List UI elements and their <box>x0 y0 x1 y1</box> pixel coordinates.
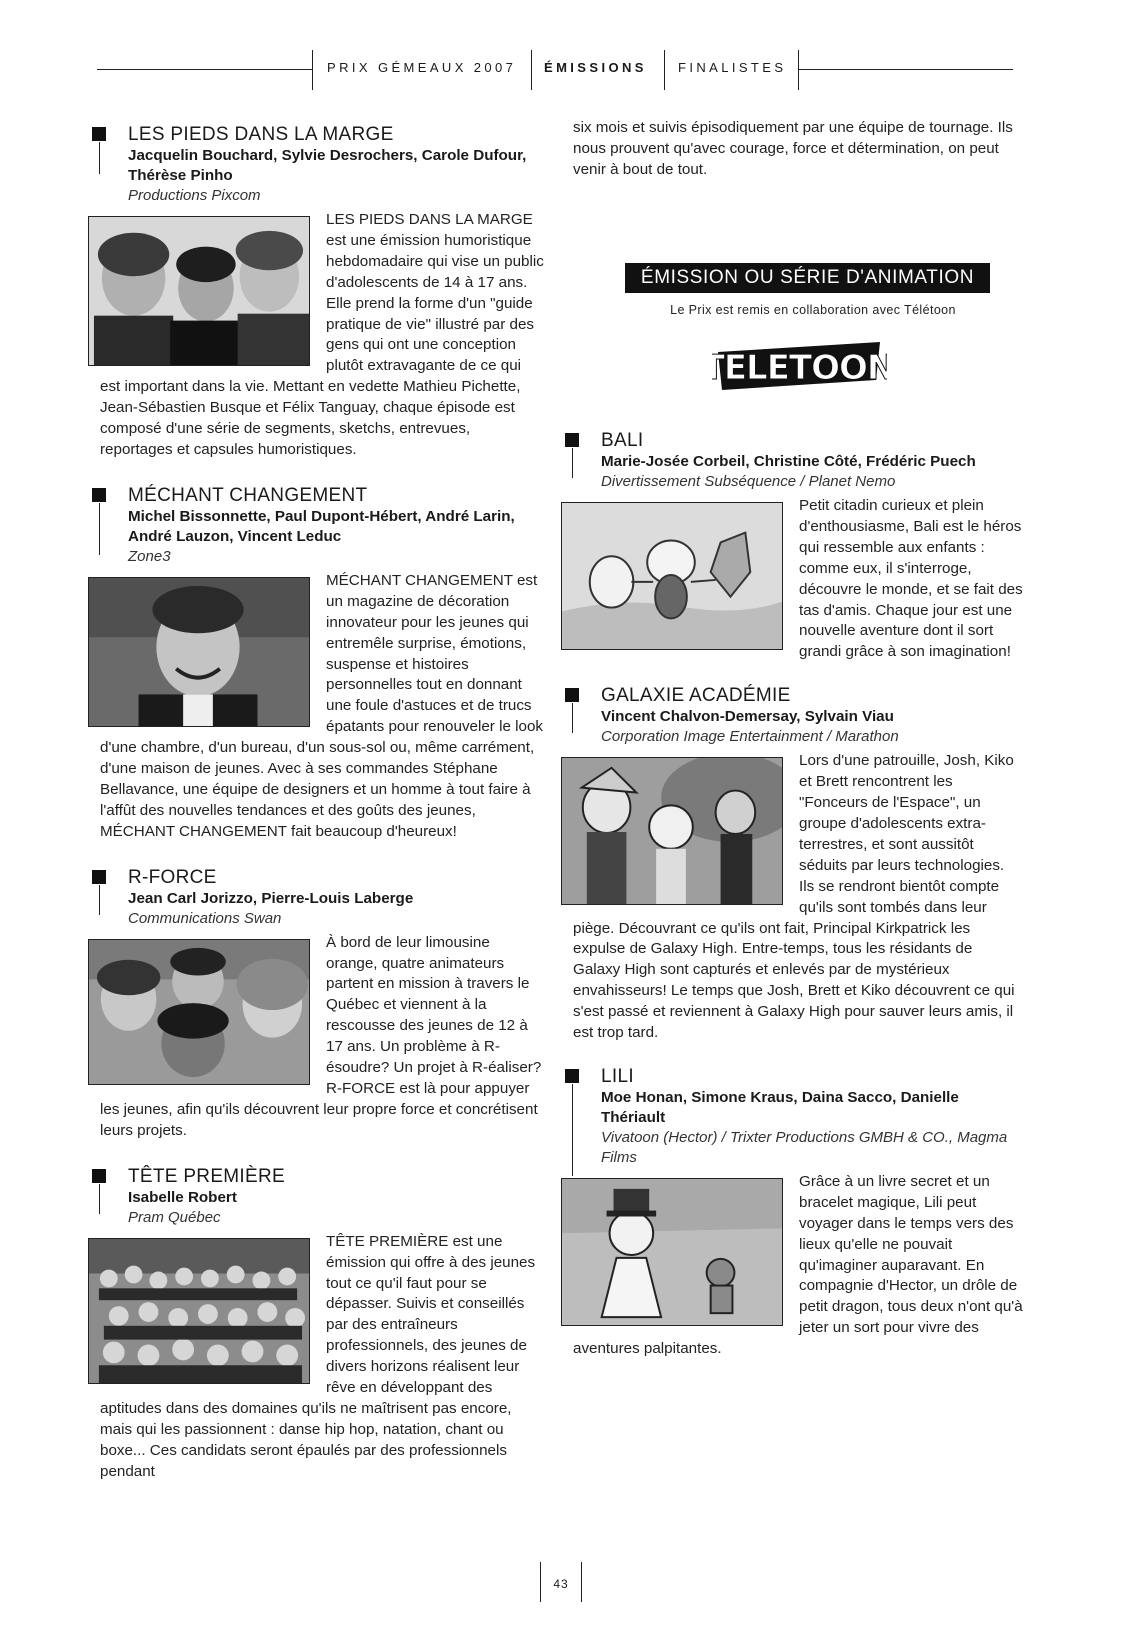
entry-title: MÉCHANT CHANGEMENT <box>128 484 368 506</box>
entry-rule <box>99 885 100 915</box>
entry-rule <box>572 1084 573 1176</box>
entry-tete-premiere <box>100 1166 545 1483</box>
entry-description: Grâce à un livre secret et un bracelet magique, Lili peut voyager dans le temps vers des lieux qu'elle ne pouvait qu'imaginer auparavant. En compagnie d'Hector, un drôle de petit dragon, tous deux n'ont qu'à jeter un sort pour vivre des aventures palpitantes. <box>573 1172 1023 1358</box>
photo-host-smiling <box>88 577 310 727</box>
entry-names: Isabelle Robert <box>128 1188 237 1206</box>
entry-bali <box>573 430 1023 663</box>
right-column <box>573 119 1023 181</box>
entry-names: Michel Bissonnette, Paul Dupont-Hébert, André Larin, André Lauzon, Vincent Leduc <box>128 507 515 545</box>
entry-description: Petit citadin curieux et plein d'enthousiasme, Bali est le héros qui ressemble aux enfants : comme eux, il s'interroge, découvre le monde, et se fait des tas d'amis. Chaque jour est une nouvelle aventure dont il sort grandi grâce à son imagination! <box>799 497 1023 661</box>
teletoon-logo <box>712 330 887 400</box>
entry-title: LILI <box>601 1065 634 1087</box>
entry-description: MÉCHANT CHANGEMENT est un magazine de décoration innovateur pour les jeunes qui entremêle surprise, émotions, suspense et histoires personnelles tout en donnant une foule d'astuces et de trucs épatants pour renouveler le look d'une chambre, d'un bureau, d'un sous-sol ou, même carrément, d'une maison de jeunes. Avec à ses commandes Stéphane Bellavance, une équipe de designers et un homme à tout faire à l'affût des nouvelles tendances et des goûts des jeunes, MÉCHANT CHANGEMENT fait beaucoup d'heureux! <box>100 571 543 840</box>
header-middle: ÉMISSIONS <box>544 60 647 75</box>
entry-producer: Pram Québec <box>128 1208 221 1226</box>
entry-body <box>573 496 1023 663</box>
bullet-square <box>565 688 579 702</box>
entry-title: BALI <box>601 430 644 451</box>
bullet-square <box>92 127 106 141</box>
bullet-square <box>92 870 106 884</box>
image-galaxie-cartoon <box>561 757 783 905</box>
entry-rule <box>572 448 573 478</box>
entry-mechant-changement <box>100 485 545 843</box>
right-entries <box>573 430 1023 1360</box>
entry-body <box>100 1232 545 1483</box>
entry-rule <box>99 1184 100 1214</box>
entry-body <box>100 210 545 461</box>
entry-rule <box>99 503 100 555</box>
entry-description: TÊTE PREMIÈRE est une émission qui offre à des jeunes tout ce qu'il faut pour se dépasser. Suivis et conseillés par des entraîneurs professionnels, des jeunes de divers horizons réalisent leur rêve en développant des aptitudes dans des domaines qu'ils ne maîtrisent pas encore, mais qui les passionnent : danse hip hop, natation, chant ou boxe... Ces candidats seront épaulés par des professionnels pendant <box>100 1232 536 1480</box>
entry-producer: Divertissement Subséquence / Planet Nemo <box>601 473 896 490</box>
entry-description: À bord de leur limousine orange, quatre animateurs partent en mission à travers le Québec et viennent à la rescousse des jeunes de 12 à 17 ans. Un problème à R-ésoudre? Un projet à R-éaliser? R-FORCE est là pour appuyer les jeunes, afin qu'ils découvrent leur propre force et concrétisent leurs projets. <box>100 933 542 1139</box>
header-rule-left <box>97 69 312 70</box>
entry-title: R-FORCE <box>128 866 217 888</box>
image-lili-cartoon <box>561 1178 783 1326</box>
entry-body <box>100 571 545 843</box>
entry-producer: Vivatoon (Hector) / Trixter Productions GMBH & CO., Magma Films <box>601 1128 1008 1166</box>
entry-galaxie-academie <box>573 685 1023 1044</box>
entry-title: LES PIEDS DANS LA MARGE <box>128 124 394 145</box>
section-title: ÉMISSION OU SÉRIE D'ANIMATION <box>625 263 990 293</box>
header-divider <box>312 50 313 90</box>
photo-three-hosts <box>88 216 310 366</box>
bullet-square <box>565 433 579 447</box>
page-number: 43 <box>553 1577 569 1591</box>
entry-names: Vincent Chalvon-Demersay, Sylvain Viau <box>601 708 894 726</box>
header-right: FINALISTES <box>678 60 787 75</box>
entry-rule <box>572 703 573 733</box>
entry-title: GALAXIE ACADÉMIE <box>601 685 791 707</box>
header-rule-right <box>798 69 1013 70</box>
bullet-square <box>92 1169 106 1183</box>
section-subtitle: Le Prix est remis en collaboration avec Télétoon <box>670 303 956 317</box>
entry-producer: Productions Pixcom <box>128 187 261 204</box>
entry-title: TÊTE PREMIÈRE <box>128 1165 285 1187</box>
entry-producer: Corporation Image Entertainment / Marathon <box>601 728 899 746</box>
header-divider <box>531 50 532 90</box>
entry-description: LES PIEDS DANS LA MARGE est une émission humoristique hebdomadaire qui vise un public d'adolescents de 14 à 17 ans. Elle prend la forme d'un "guide pratique de vie" illustré par des gens qui ont une conception plutôt extravagante de ce qui est important dans la vie. Mettant en vedette Mathieu Pichette, Jean-Sébastien Busque et Félix Tanguay, chaque épisode est composé d'une série de segments, sketchs, entrevues, reportages et capsules humoristiques. <box>100 211 544 458</box>
entry-rule <box>99 142 100 174</box>
page-number-rule-right <box>581 1562 582 1602</box>
image-bali-cartoon <box>561 502 783 650</box>
left-column <box>100 124 545 1483</box>
photo-four-hosts <box>88 939 310 1085</box>
entry-r-force <box>100 867 545 1142</box>
photo-group <box>88 1238 310 1384</box>
entry-body <box>573 751 1023 1044</box>
header-left: PRIX GÉMEAUX 2007 <box>327 60 517 75</box>
continuation-text: six mois et suivis épisodiquement par une équipe de tournage. Ils nous prouvent qu'avec courage, force et détermination, on peut venir à bout de tout. <box>573 119 1013 178</box>
logo-text: TELETOON <box>712 348 887 388</box>
entry-body <box>573 1172 1023 1360</box>
entry-names: Moe Honan, Simone Kraus, Daina Sacco, Danielle Thériault <box>601 1088 959 1126</box>
entry-body <box>100 933 545 1142</box>
header-divider <box>798 50 799 90</box>
entry-names: Jean Carl Jorizzo, Pierre-Louis Laberge <box>128 889 414 907</box>
entry-names: Marie-Josée Corbeil, Christine Côté, Frédéric Puech <box>601 453 976 470</box>
entry-producer: Zone3 <box>128 547 171 565</box>
entry-producer: Communications Swan <box>128 909 282 927</box>
bullet-square <box>565 1069 579 1083</box>
entry-lili <box>573 1066 1023 1360</box>
entry-names: Jacquelin Bouchard, Sylvie Desrochers, Carole Dufour, Thérèse Pinho <box>128 147 527 184</box>
header-divider <box>664 50 665 90</box>
bullet-square <box>92 488 106 502</box>
entry-les-pieds-dans-la-marge <box>100 124 545 461</box>
entry-description: Lors d'une patrouille, Josh, Kiko et Brett rencontrent les "Fonceurs de l'Espace", un groupe d'adolescents extra-terrestres, et sont aussitôt séduits par leurs technologies. Ils se rendront bientôt compte qu'ils sont tombés dans leur piège. Découvrant ce qu'ils ont fait, Principal Kirkpatrick les expulse de Galaxy High. Entre-temps, tous les résidants de Galaxy High sont capturés et enlevés par de mystérieux envahisseurs! Le temps que Josh, Brett et Kiko découvrent ce qui s'est passé et reviennent à Galaxy High pour sauver leurs amis, il est trop tard. <box>573 752 1015 1042</box>
